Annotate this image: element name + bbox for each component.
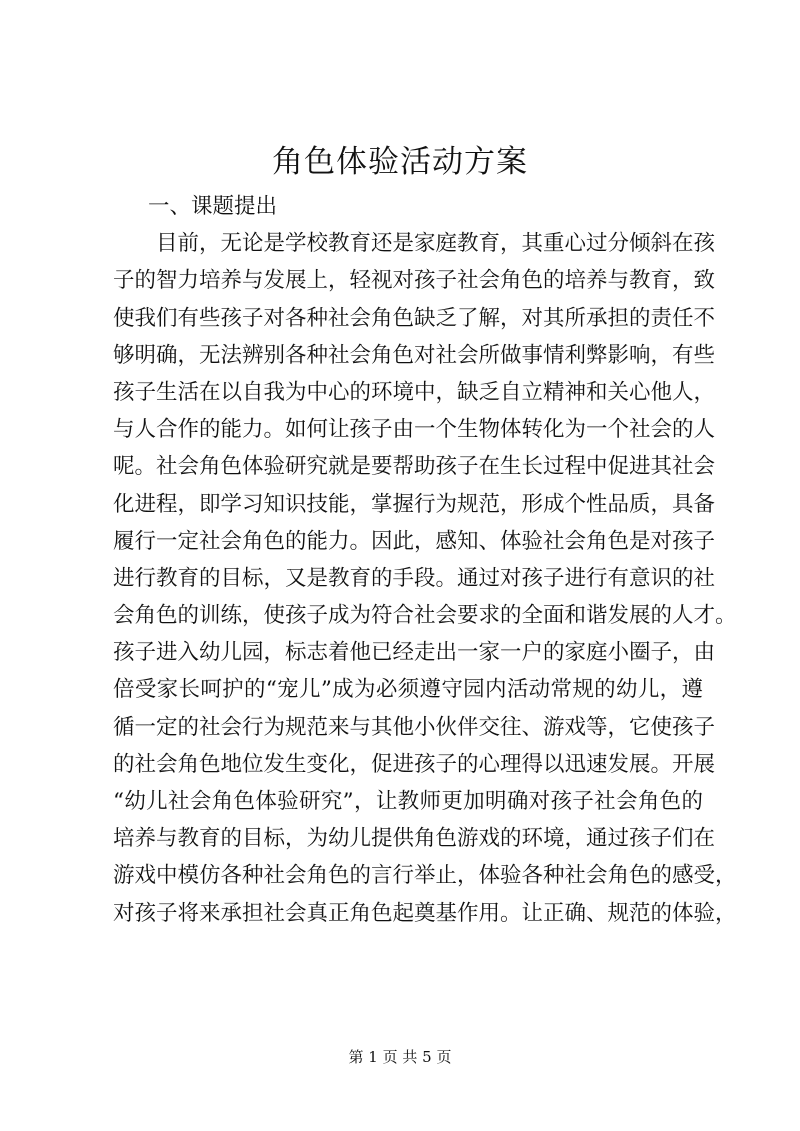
paragraph-line: 培养与教育的目标，为幼儿提供角色游戏的环境，通过孩子们在	[113, 826, 716, 852]
document-title: 角色体验活动方案	[272, 144, 528, 180]
section-heading: 一、课题提出	[148, 194, 278, 219]
paragraph-line: 孩子生活在以自我为中心的环境中，缺乏自立精神和关心他人，	[113, 379, 716, 405]
paragraph-line: 呢。社会角色体验研究就是要帮助孩子在生长过程中促进其社会	[113, 454, 716, 480]
paragraph-line: 会角色的训练，使孩子成为符合社会要求的全面和谐发展的人才。	[113, 603, 737, 629]
paragraph-line: 进行教育的目标，又是教育的手段。通过对孩子进行有意识的社	[113, 565, 716, 591]
paragraph-line: 倍受家长呵护的“宠儿”成为必须遵守园内活动常规的幼儿，遵	[113, 677, 703, 703]
paragraph-line: 对孩子将来承担社会真正角色起奠基作用。让正确、规范的体验，	[113, 900, 737, 926]
paragraph-line: 子的智力培养与发展上，轻视对孩子社会角色的培养与教育，致	[113, 268, 716, 294]
paragraph-line: 够明确，无法辨别各种社会角色对社会所做事情利弊影响，有些	[113, 342, 716, 368]
paragraph-line: “幼儿社会角色体验研究”，让教师更加明确对孩子社会角色的	[113, 789, 703, 814]
paragraph-line: 与人合作的能力。如何让孩子由一个生物体转化为一个社会的人	[113, 417, 716, 443]
document-body	[113, 188, 737, 932]
paragraph-line: 循一定的社会行为规范来与其他小伙伴交往、游戏等，它使孩子	[113, 714, 716, 740]
paragraph-line: 的社会角色地位发生变化，促进孩子的心理得以迅速发展。开展	[113, 751, 716, 777]
paragraph-line: 孩子进入幼儿园，标志着他已经走出一家一户的家庭小圈子，由	[113, 640, 716, 666]
paragraph-line: 使我们有些孩子对各种社会角色缺乏了解，对其所承担的责任不	[113, 305, 716, 331]
paragraph-line: 游戏中模仿各种社会角色的言行举止，体验各种社会角色的感受，	[113, 863, 737, 889]
page-footer: 第 1 页 共 5 页	[348, 1048, 452, 1066]
paragraph-line: 目前，无论是学校教育还是家庭教育，其重心过分倾斜在孩	[156, 231, 716, 257]
paragraph-line: 履行一定社会角色的能力。因此，感知、体验社会角色是对孩子	[113, 528, 716, 554]
paragraph-line: 化进程，即学习知识技能，掌握行为规范，形成个性品质，具备	[113, 491, 716, 517]
